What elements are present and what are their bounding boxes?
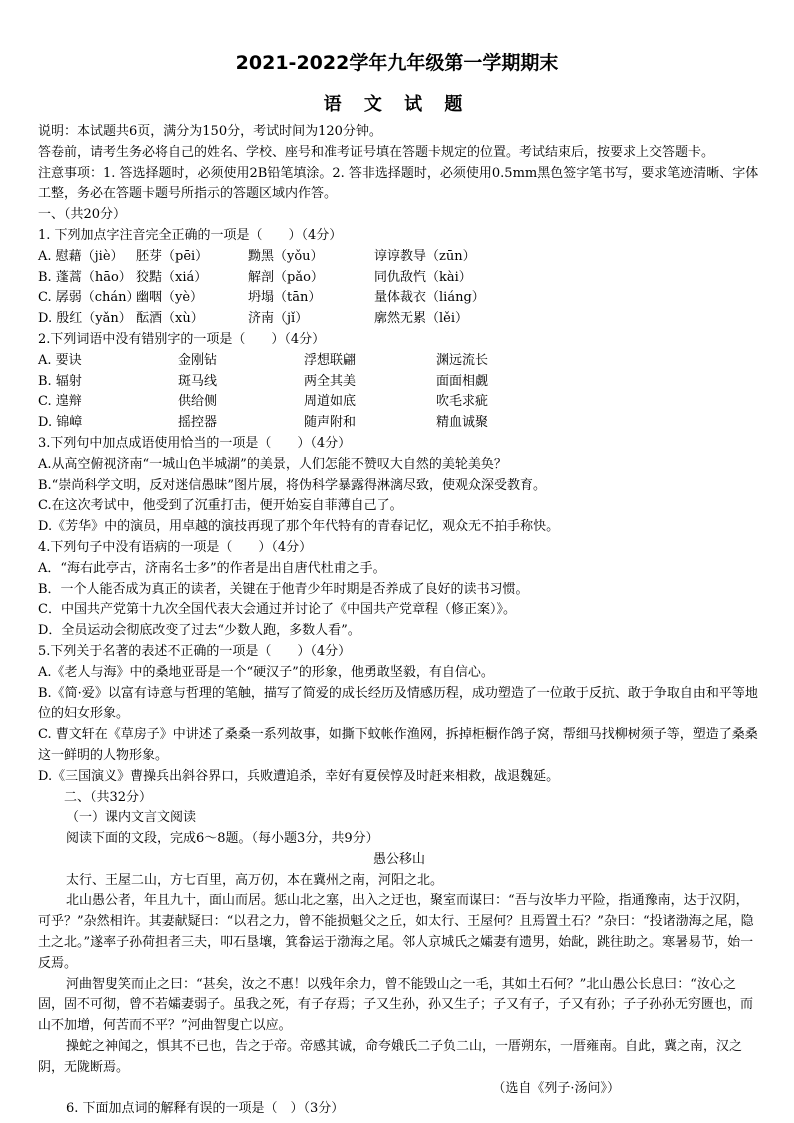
option-cell: 面面相觑 [436, 373, 489, 389]
option-cell: 供给侧 [178, 394, 218, 410]
exam-subtitle: 语 文 试 题 [323, 94, 471, 115]
section-1-heading: 一、（共20分） [38, 207, 127, 223]
question-4-option-c: C．中国共产党第十九次全国代表大会通过并讨论了《中国共产党章程（修正案）》。 [38, 602, 516, 618]
passage-paragraph: 河曲智叟笑而止之曰：“甚矣，汝之不惠！以残年余力，曾不能毁山之一毛，其如土石何？”北山愚公长息曰：“汝心之固，固不可彻，曾不若孀妻弱子。虽我之死，有子存焉；子又生孙，孙又生子；子又有子，子又有孙；子子孙孙无穷匮也，而山不加增，何苦而不平？”河曲智叟亡以应。 [38, 976, 754, 1034]
option-cell: A. 要诀 [38, 352, 82, 368]
passage-source: （选自《列子·汤问》） [492, 1080, 620, 1096]
passage-paragraph: 北山愚公者，年且九十，面山而居。惩山北之塞，出入之迂也，聚室而谋曰：“吾与汝毕力平险，指通豫南，达于汉阴，可乎？”杂然相许。其妻献疑曰：“以君之力，曾不能损魁父之丘，如太行、王屋何？且焉置土石？”杂曰：“投诸渤海之尾，隐土之北。”遂率子孙荷担者三夫，叩石垦壤，箕畚运于渤海之尾。邻人京城氏之孀妻有遗男，始龀，跳往助之。寒暑易节，始一反焉。 [38, 893, 754, 971]
question-4-option-d: D．全员运动会彻底改变了过去“少数人跑，多数人看”。 [38, 623, 361, 639]
option-cell: 浮想联翩 [304, 352, 357, 368]
option-cell: 渊远流长 [436, 352, 489, 368]
option-cell: 同仇敌忾（kài） [374, 269, 472, 285]
option-cell: 随声附和 [304, 415, 357, 431]
option-cell: D. 殷红（yǎn） [38, 311, 132, 327]
question-1-option-c [38, 288, 760, 309]
question-5-option-c: C. 曹文轩在《草房子》中讲述了桑桑一系列故事，如撕下蚊帐作渔网，拆掉柜橱作鸽子窝，帮细马找柳树须子等，塑造了桑桑这一鲜明的人物形象。 [38, 727, 758, 763]
question-1-option-d [38, 309, 760, 330]
question-2-option-b [38, 372, 760, 393]
passage-paragraph: 太行、王屋二山，方七百里，高万仞，本在冀州之南，河阳之北。 [66, 872, 444, 888]
section-2-subheading: （一）课内文言文阅读 [66, 810, 197, 826]
exam-content [38, 122, 760, 1120]
option-cell: 金刚钻 [178, 352, 218, 368]
instructions-note: 说明：本试题共6页，满分为150分，考试时间为120分钟。 [38, 124, 382, 139]
passage-title: 愚公移山 [372, 851, 425, 867]
option-cell: 斑马线 [178, 373, 218, 389]
option-cell: 精血诚聚 [436, 415, 489, 431]
option-cell: 狡黠（xiá） [136, 269, 208, 285]
question-1-option-b [38, 268, 760, 289]
option-cell: 量体裁衣（liáng） [374, 290, 485, 306]
question-4-stem: 4.下列句子中没有语病的一项是（ ）（4分） [38, 539, 313, 555]
question-5-option-b: B.《简·爱》以富有诗意与哲理的笔触，描写了简爱的成长经历及情感历程，成功塑造了一位敢于反抗、敢于争取自由和平等地位的妇女形象。 [38, 685, 758, 722]
question-5-option-a: A.《老人与海》中的桑地亚哥是一个“硬汉子”的形象，他勇敢坚毅，有自信心。 [38, 664, 494, 680]
question-3-option-a: A.从高空俯视济南“一城山色半城湖”的美景，人们怎能不赞叹大自然的美轮美奂？ [38, 456, 507, 472]
question-2-option-a [38, 351, 760, 372]
option-cell: 解剖（pǎo） [248, 269, 324, 285]
exam-title: 2021-2022学年九年级第一学期期末 [235, 52, 559, 74]
question-2-stem: 2.下列词语中没有错别字的一项是（ ）（4分） [38, 331, 326, 347]
option-cell: 济南（jǐ） [248, 311, 309, 327]
option-cell: B. 蓬蒿（hāo） [38, 269, 132, 285]
question-1-option-a [38, 247, 760, 268]
option-cell: 周道如底 [304, 394, 357, 410]
question-3-option-b: B.“崇尚科学文明，反对迷信愚昧”图片展，将伪科学暴露得淋漓尽致，使观众深受教育。 [38, 477, 546, 493]
option-cell: C. 孱弱（chán） [38, 290, 140, 306]
option-cell: 吹毛求疵 [436, 394, 489, 410]
question-6-stem: 6. 下面加点词的解释有误的一项是（ ）（3分） [66, 1101, 345, 1117]
question-4-option-b: B．一个人能否成为真正的读者，关键在于他青少年时期是否养成了良好的读书习惯。 [38, 581, 529, 597]
question-5-option-d: D.《三国演义》曹操兵出斜谷界口，兵败遭追杀，幸好有夏侯惇及时赶来相救，战退魏延。 [38, 768, 560, 784]
option-cell: 幽咽（yè） [136, 290, 204, 306]
instructions-notice: 注意事项：1. 答选择题时，必须使用2B铅笔填涂。2. 答非选择题时，必须使用0.5mm黑色签字笔书写，要求笔迹清晰、字体工整，务必在答题卡题号所指示的答题区域内作答。 [38, 165, 759, 202]
option-cell: 胚芽（pēi） [136, 248, 209, 264]
option-cell: C. 遑辩 [38, 394, 82, 410]
question-3-option-c: C.在这次考试中，他受到了沉重打击，便开始妄自菲薄自己了。 [38, 498, 403, 514]
question-2-option-c [38, 392, 760, 413]
question-3-option-d: D.《芳华》中的演员，用卓越的演技再现了那个年代特有的青春记忆，观众无不拍手称快。 [38, 519, 560, 535]
option-cell: 摇控器 [178, 415, 218, 431]
question-2-option-d [38, 413, 760, 434]
question-5-stem: 5.下列关于名著的表述不正确的一项是（ ）（4分） [38, 643, 352, 659]
section-2-heading: 二、（共32分） [64, 789, 153, 805]
option-cell: 两全其美 [304, 373, 357, 389]
question-4-option-a: A．“海右此亭古，济南名士多”的作者是出自唐代杜甫之手。 [38, 560, 386, 576]
option-cell: 廓然无累（lěi） [374, 311, 469, 327]
option-cell: A. 慰藉（jiè） [38, 248, 124, 264]
question-3-stem: 3.下列句中加点成语使用恰当的一项是（ ）（4分） [38, 435, 352, 451]
reading-instruction: 阅读下面的文段，完成6～8题。（每小题3分，共9分） [66, 831, 379, 847]
option-cell: 谆谆教导（zūn） [374, 248, 476, 264]
instructions-preparation: 答卷前，请考生务必将自己的姓名、学校、座号和准考证号填在答题卡规定的位置。考试结束后，按要求上交答题卡。 [38, 144, 715, 160]
option-cell: 黝黑（yǒu） [248, 248, 324, 264]
option-cell: 坍塌（tān） [248, 290, 322, 306]
question-1-stem: 1. 下列加点字注音完全正确的一项是（ ）（4分） [38, 227, 343, 243]
option-cell: D. 锦嶂 [38, 415, 83, 431]
option-cell: 酝酒（xù） [136, 311, 204, 327]
option-cell: B. 辐射 [38, 373, 82, 389]
passage-paragraph: 操蛇之神闻之，惧其不已也，告之于帝。帝感其诚，命夸娥氏二子负二山，一厝朔东，一厝雍南。自此，冀之南，汉之阴，无陇断焉。 [38, 1039, 743, 1075]
